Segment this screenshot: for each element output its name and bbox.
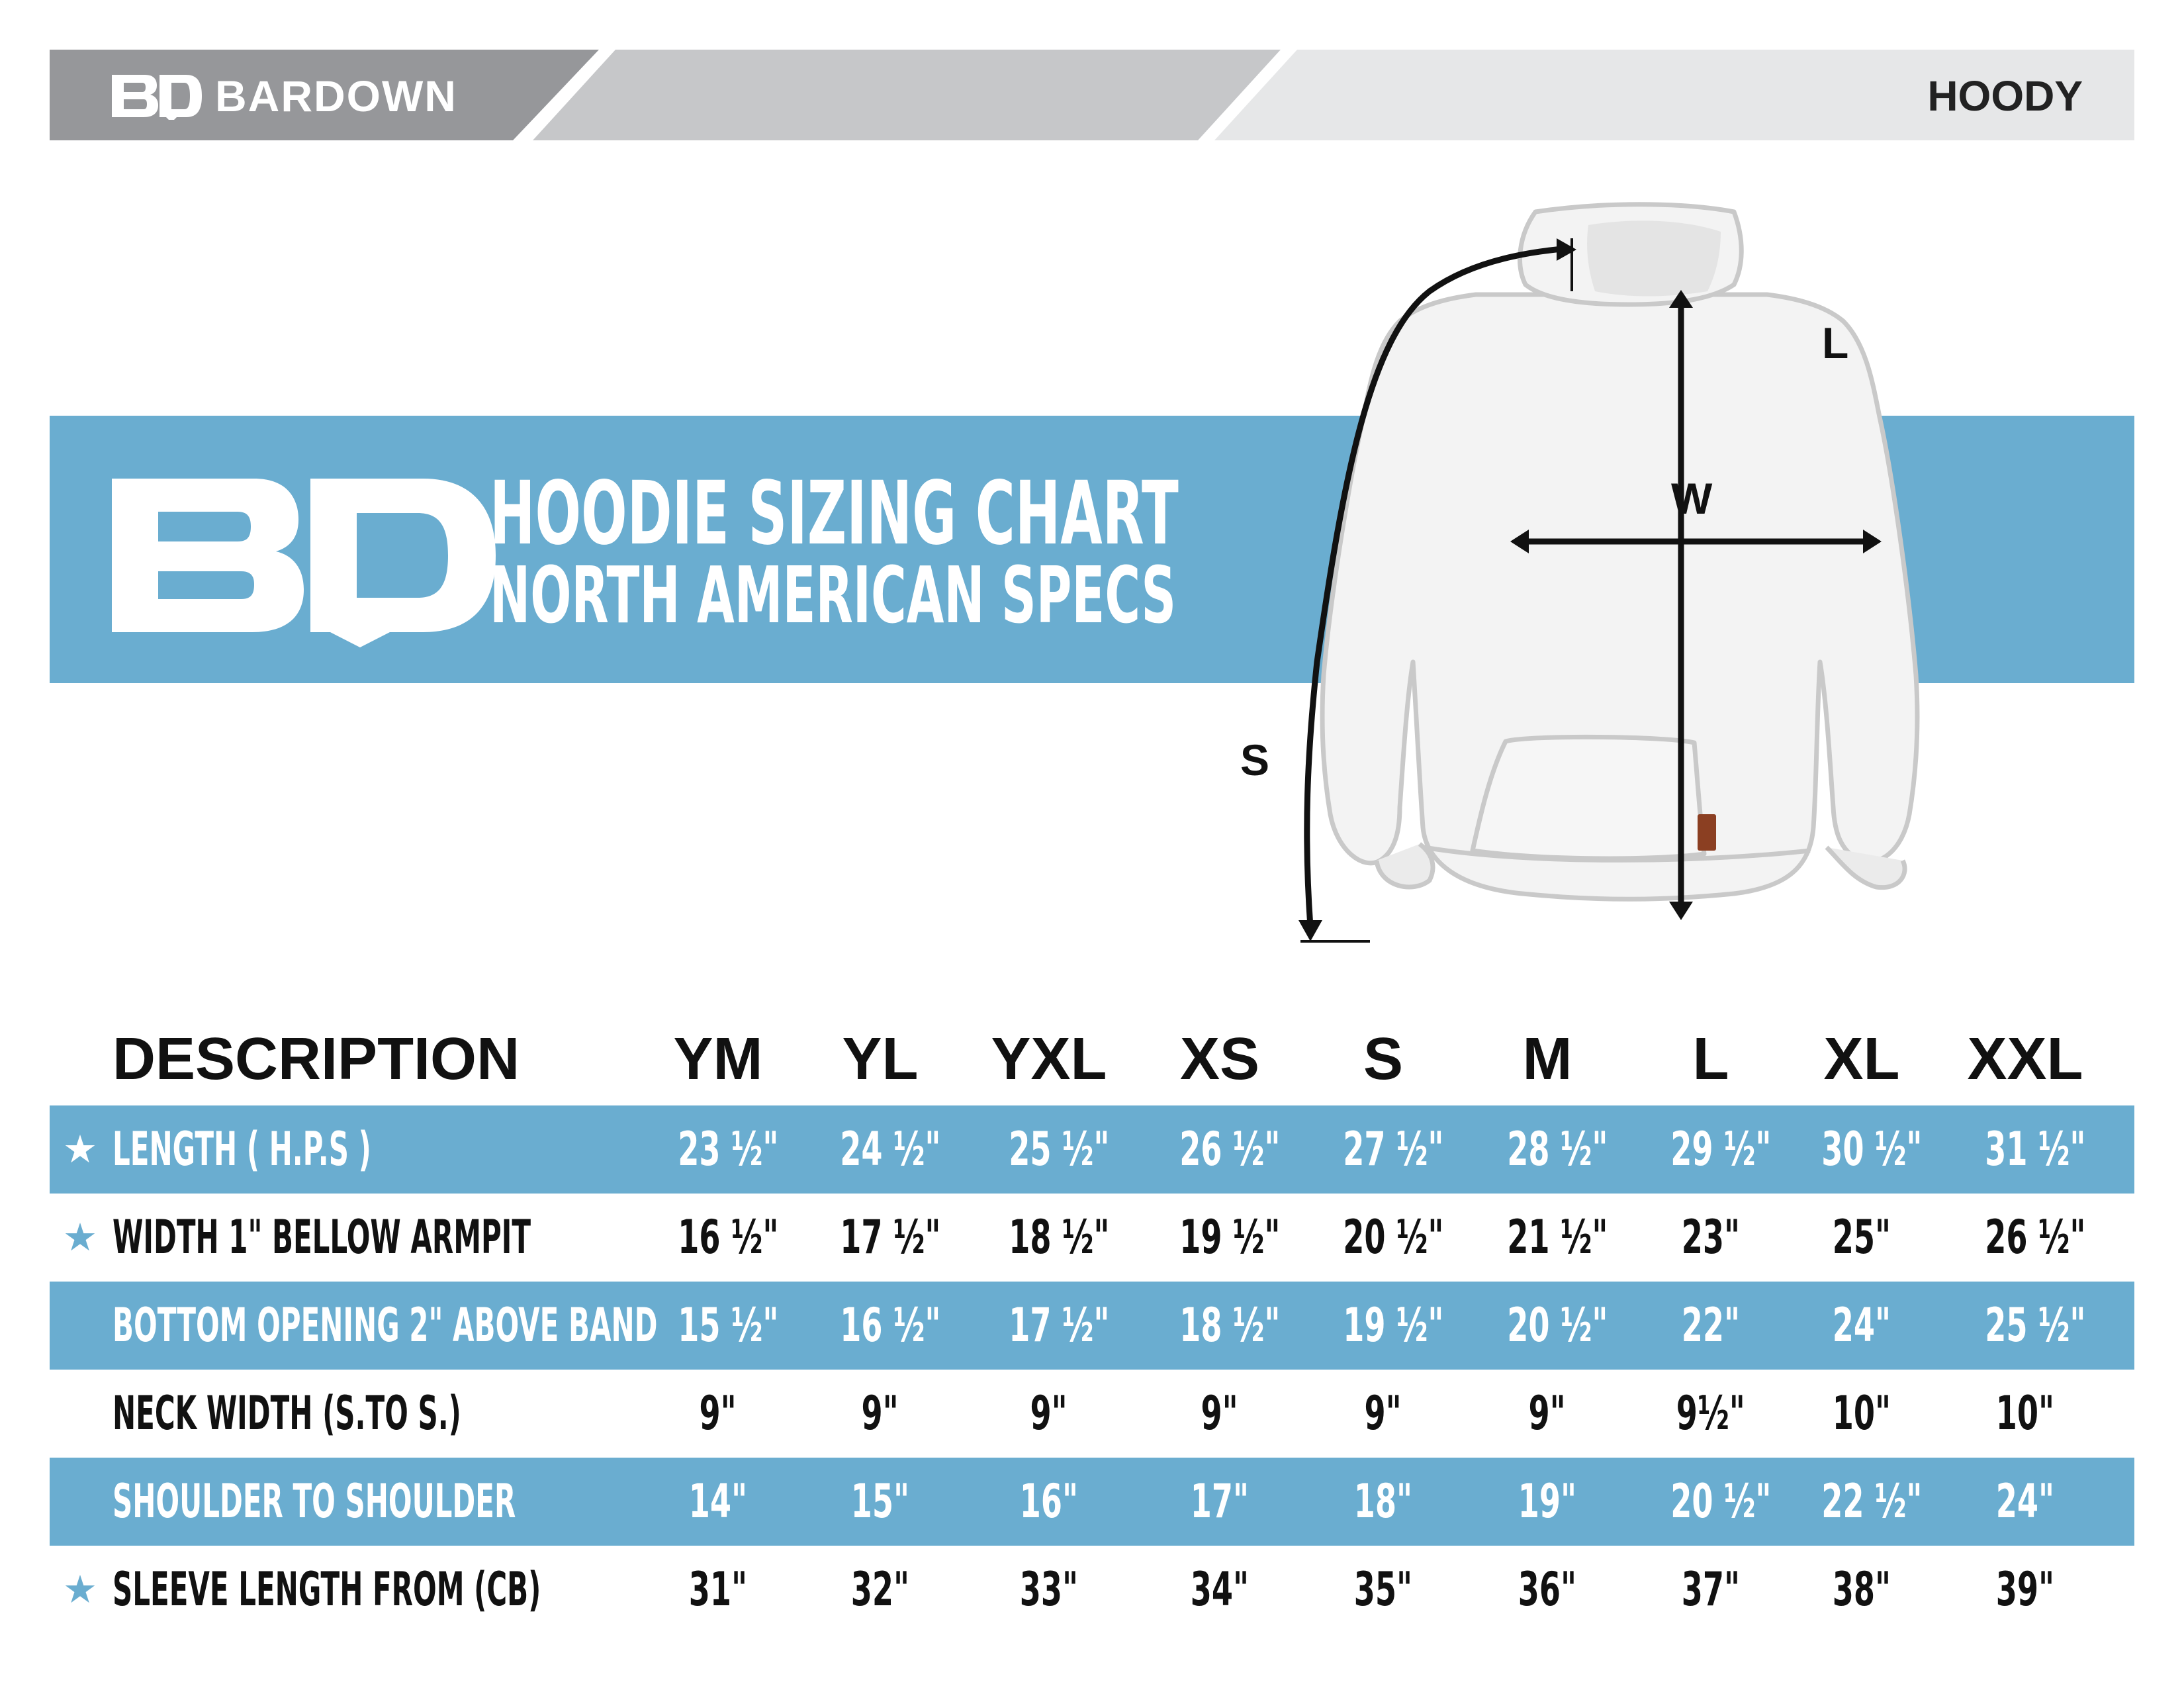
table-cell — [1645, 1370, 1777, 1458]
cell-value: 31" — [688, 1562, 748, 1617]
chart-subtitle: NORTH AMERICAN SPECS — [490, 549, 1177, 641]
table-cell — [814, 1194, 946, 1282]
size-header-xxl: XXL — [1967, 1026, 2083, 1092]
cell-value: 33" — [1019, 1562, 1079, 1617]
row-label: BOTTOM OPENING 2" ABOVE BAND — [113, 1298, 658, 1352]
table-cell — [814, 1546, 946, 1634]
table-cell — [652, 1546, 784, 1634]
table-cell — [814, 1282, 946, 1370]
row-label: LENGTH ( H.P.S ) — [113, 1122, 371, 1176]
size-header-yl: YL — [842, 1026, 919, 1092]
table-cell — [1481, 1370, 1614, 1458]
table-cell — [1796, 1458, 1928, 1546]
cell-value: 17" — [1190, 1474, 1250, 1528]
table-cell — [1796, 1370, 1928, 1458]
star-icon: ★ — [63, 1567, 97, 1612]
table-cell — [1645, 1194, 1777, 1282]
table-cell — [652, 1282, 784, 1370]
cell-value: 9" — [1201, 1386, 1239, 1440]
cell-value: 16" — [1019, 1474, 1079, 1528]
table-cell — [1481, 1546, 1614, 1634]
table-row — [50, 1194, 2134, 1282]
row-label: SLEEVE LENGTH FROM (CB) — [113, 1562, 541, 1617]
length-label: L — [1822, 318, 1849, 367]
table-cell — [1154, 1105, 1286, 1194]
table-cell — [652, 1458, 784, 1546]
cell-value: 18 ½" — [1009, 1210, 1110, 1264]
size-header-m: M — [1522, 1026, 1572, 1092]
table-cell — [983, 1105, 1115, 1194]
cell-value: 39" — [1995, 1562, 2055, 1617]
table-cell — [1959, 1370, 2091, 1458]
cell-value: 34" — [1190, 1562, 1250, 1617]
table-row — [50, 1105, 2134, 1194]
table-cell — [1481, 1282, 1614, 1370]
cell-value: 19" — [1518, 1474, 1577, 1528]
table-cell — [1154, 1546, 1286, 1634]
table-cell — [1481, 1105, 1614, 1194]
table-cell — [814, 1105, 946, 1194]
table-cell — [1959, 1282, 2091, 1370]
cell-value: 23 ½" — [678, 1122, 779, 1176]
cell-value: 22" — [1681, 1298, 1741, 1352]
table-cell — [1959, 1194, 2091, 1282]
cell-value: 19 ½" — [1343, 1298, 1444, 1352]
bardown-logo-small — [111, 72, 203, 120]
table-header-row — [50, 1013, 2134, 1105]
table-cell — [1481, 1194, 1614, 1282]
table-cell — [1317, 1282, 1449, 1370]
table-cell — [1317, 1370, 1449, 1458]
size-header-yxl: YXL — [991, 1026, 1107, 1092]
table-cell — [1645, 1458, 1777, 1546]
cell-value: 38" — [1832, 1562, 1891, 1617]
table-cell — [983, 1282, 1115, 1370]
table-cell — [1154, 1194, 1286, 1282]
table-cell — [1317, 1105, 1449, 1194]
bardown-logo-large — [112, 479, 496, 647]
cell-value: 35" — [1353, 1562, 1413, 1617]
header-bar — [50, 50, 2134, 140]
table-body — [50, 1105, 2134, 1634]
cell-value: 26 ½" — [1985, 1210, 2086, 1264]
cell-value: 19 ½" — [1179, 1210, 1281, 1264]
cell-value: 9½" — [1676, 1386, 1746, 1440]
hoodie-illustration — [1257, 199, 2105, 960]
cell-value: 10" — [1832, 1386, 1891, 1440]
cell-value: 25 ½" — [1985, 1298, 2086, 1352]
row-label: WIDTH 1" BELLOW ARMPIT — [113, 1210, 531, 1264]
table-cell — [652, 1194, 784, 1282]
cell-value: 9" — [861, 1386, 899, 1440]
cell-value: 28 ½" — [1507, 1122, 1608, 1176]
hoodie-diagram — [1240, 199, 2105, 960]
table-cell — [1317, 1458, 1449, 1546]
size-header-xl: XL — [1823, 1026, 1900, 1092]
cell-value: 16 ½" — [678, 1210, 779, 1264]
cell-value: 18 ½" — [1179, 1298, 1281, 1352]
cell-value: 9" — [1528, 1386, 1567, 1440]
size-header-ym: YM — [673, 1026, 763, 1092]
row-label: SHOULDER TO SHOULDER — [113, 1474, 516, 1528]
cell-value: 17 ½" — [1009, 1298, 1110, 1352]
table-cell — [1317, 1194, 1449, 1282]
table-cell — [1317, 1546, 1449, 1634]
cell-value: 36" — [1518, 1562, 1577, 1617]
size-table — [50, 1013, 2134, 1634]
table-cell — [1959, 1458, 2091, 1546]
table-row — [50, 1546, 2134, 1634]
product-type-label: HOODY — [1927, 72, 2083, 120]
table-cell — [983, 1370, 1115, 1458]
table-cell — [983, 1458, 1115, 1546]
cell-value: 20 ½" — [1670, 1474, 1772, 1528]
table-cell — [1154, 1458, 1286, 1546]
cell-value: 24" — [1832, 1298, 1891, 1352]
table-row — [50, 1458, 2134, 1546]
table-cell — [652, 1105, 784, 1194]
cell-value: 24" — [1995, 1474, 2055, 1528]
size-header-xs: XS — [1179, 1026, 1260, 1092]
cell-value: 17 ½" — [840, 1210, 941, 1264]
cell-value: 14" — [688, 1474, 748, 1528]
cell-value: 24 ½" — [840, 1122, 941, 1176]
cell-value: 22 ½" — [1821, 1474, 1923, 1528]
table-cell — [1645, 1282, 1777, 1370]
table-cell — [1645, 1105, 1777, 1194]
cell-value: 9" — [1364, 1386, 1402, 1440]
size-header-l: L — [1692, 1026, 1729, 1092]
cell-value: 37" — [1681, 1562, 1741, 1617]
size-header-s: S — [1363, 1026, 1404, 1092]
width-label: W — [1671, 474, 1713, 523]
description-header: DESCRIPTION — [113, 1026, 520, 1092]
cell-value: 9" — [699, 1386, 737, 1440]
table-cell — [1481, 1458, 1614, 1546]
cell-value: 16 ½" — [840, 1298, 941, 1352]
table-cell — [983, 1194, 1115, 1282]
brand-name: BARDOWN — [215, 71, 457, 120]
cell-value: 32" — [850, 1562, 910, 1617]
table-cell — [814, 1370, 946, 1458]
chart-title: HOODIE SIZING CHART — [490, 463, 1179, 565]
table-cell — [1154, 1282, 1286, 1370]
table-cell — [1959, 1105, 2091, 1194]
cell-value: 26 ½" — [1179, 1122, 1281, 1176]
table-row — [50, 1282, 2134, 1370]
cell-value: 15" — [850, 1474, 910, 1528]
cell-value: 20 ½" — [1507, 1298, 1608, 1352]
table-cell — [1959, 1546, 2091, 1634]
star-icon: ★ — [63, 1127, 97, 1172]
table-cell — [1796, 1105, 1928, 1194]
table-cell — [1154, 1370, 1286, 1458]
table-cell — [652, 1370, 784, 1458]
cell-value: 15 ½" — [678, 1298, 779, 1352]
cell-value: 21 ½" — [1507, 1210, 1608, 1264]
table-row — [50, 1370, 2134, 1458]
cell-value: 25" — [1832, 1210, 1891, 1264]
sleeve-label: S — [1240, 735, 1270, 784]
table-cell — [814, 1458, 946, 1546]
table-cell — [1645, 1546, 1777, 1634]
cell-value: 20 ½" — [1343, 1210, 1444, 1264]
table-cell — [1796, 1194, 1928, 1282]
cell-value: 10" — [1995, 1386, 2055, 1440]
row-label: NECK WIDTH (S.TO S.) — [113, 1386, 461, 1440]
cell-value: 9" — [1030, 1386, 1068, 1440]
star-icon: ★ — [63, 1215, 97, 1260]
table-cell — [1796, 1282, 1928, 1370]
table-cell — [1796, 1546, 1928, 1634]
table-cell — [983, 1546, 1115, 1634]
cell-value: 27 ½" — [1343, 1122, 1444, 1176]
cell-value: 31 ½" — [1985, 1122, 2086, 1176]
cell-value: 18" — [1353, 1474, 1413, 1528]
cell-value: 30 ½" — [1821, 1122, 1923, 1176]
cell-value: 29 ½" — [1670, 1122, 1772, 1176]
cell-value: 25 ½" — [1009, 1122, 1110, 1176]
cell-value: 23" — [1681, 1210, 1741, 1264]
